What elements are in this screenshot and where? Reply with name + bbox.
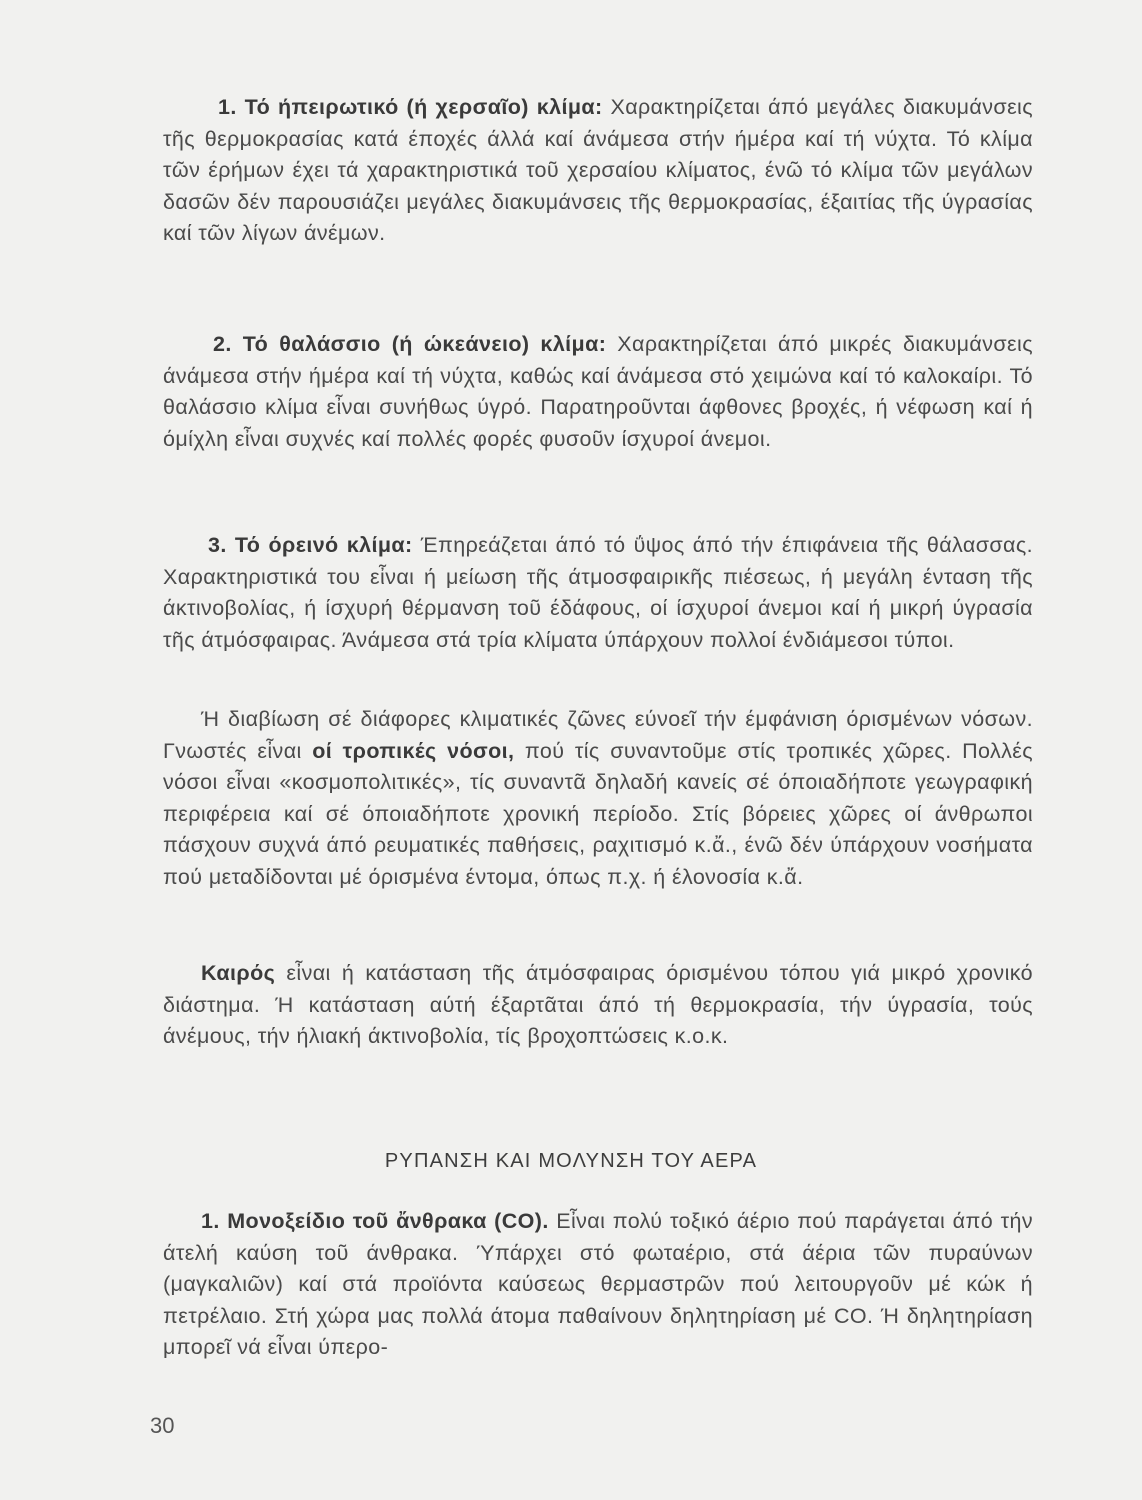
oceanic-climate-text: Χαρακτηρίζεται άπό μικρές διακυμάνσεις άνάμεσα στήν ήμέρα καί τή νύχτα, καθώς καί άνάμεσα στό χειμώνα καί τό καλοκαίρι. Τό θαλάσσιο κλίμα εἶναι συνήθως ύγρό. Παρατηροῦνται άφθονες βροχές, ή νέφωση καί ή όμίχλη εἶναι συχνές καί πολλές φορές φυσοῦν ίσχυροί άνεμοι. (163, 332, 1033, 451)
carbon-monoxide-text: Εἶναι πολύ τοξικό άέριο πού παράγεται άπό τήν άτελή καύση τοῦ άνθρακα. Ύπάρχει στό φωταέριο, στά άέρια τῶν πυραύνων (μαγκαλιῶν) καί στά προϊόντα καύσεως θερμαστρῶν πού λειτουργοῦν μέ κώκ ή πετρέλαιο. Στή χώρα μας πολλά άτομα παθαίνουν δηλητηρίαση μέ CO. Ή δηλητηρίαση μπορεῖ νά εἶναι ύπερο- (163, 1209, 1033, 1359)
page-number: 30 (150, 1413, 175, 1438)
oceanic-climate-term: 2. Τό θαλάσσιο (ή ώκεάνειο) κλίμα: (213, 332, 607, 356)
paragraph-mountain-climate (163, 530, 1033, 656)
continental-climate-term: 1. Τό ήπειρωτικό (ή χερσαῖο) κλίμα: (218, 95, 603, 119)
continental-climate-text: Χαρακτηρίζεται άπό μεγάλες διακυμάνσεις τῆς θερμοκρασίας κατά έποχές άλλά καί άνάμεσα στήν ήμέρα καί τή νύχτα. Τό κλίμα τῶν έρήμων έχει τά χαρακτηριστικά τοῦ χερσαίου κλίματος, ένῶ τό κλίμα τῶν μεγάλων δασῶν δέν παρουσιάζει μεγάλες διακυμάνσεις τῆς θερμοκρασίας, έξαιτίας τῆς ύγρασίας καί τῶν λίγων άνέμων. (163, 95, 1033, 245)
diseases-text-a: Ή διαβίωση σέ διάφορες κλιματικές ζῶνες εύνοεῖ τήν έμφάνιση όρισμένων νόσων. Γνωστές εἶναι (163, 707, 1033, 763)
paragraph-carbon-monoxide (163, 1206, 1033, 1364)
weather-text: εἶναι ή κατάσταση τῆς άτμόσφαιρας όρισμένου τόπου γιά μικρό χρονικό διάστημα. Ή κατάσταση αύτή έξαρτᾶται άπό τή θερμοκρασία, τήν ύγρασία, τούς άνέμους, τήν ήλιακή άκτινοβολία, τίς βροχοπτώσεις κ.ο.κ. (163, 961, 1033, 1048)
mountain-climate-term: 3. Τό όρεινό κλίμα: (208, 533, 413, 557)
carbon-monoxide-term: 1. Μονοξείδιο τοῦ ἄνθρακα (CO). (201, 1209, 549, 1233)
paragraph-oceanic-climate (163, 329, 1033, 455)
paragraph-weather (163, 958, 1033, 1053)
diseases-text-b: πού τίς συναντοῦμε στίς τροπικές χῶρες. Πολλές νόσοι εἶναι «κοσμοπολιτικές», τίς συναντᾶ δηλαδή κανείς σέ όποιαδήποτε γεωγραφική περιφέρεια καί σέ όποιαδήποτε χρονική περίοδο. Στίς βόρειες χῶρες οί άνθρωποι πάσχουν συχνά άπό ρευματικές παθήσεις, ραχιτισμό κ.ἄ., ένῶ δέν ύπάρχουν νοσήματα πού μεταδίδονται μέ όρισμένα έντομα, όπως π.χ. ή έλονοσία κ.ἄ. (163, 738, 1034, 889)
tropical-diseases-term: οί τροπικές νόσοι, (312, 738, 515, 763)
paragraph-continental-climate (163, 92, 1033, 250)
mountain-climate-text: Έπηρεάζεται άπό τό ΰψος άπό τήν έπιφάνεια τῆς θάλασσας. Χαρακτηριστικά του εἶναι ή μείωση τῆς άτμοσφαιρικῆς πιέσεως, ή μεγάλη ένταση τῆς άκτινοβολίας, ή ίσχυρή θέρμανση τοῦ έδάφους, οί ίσχυροί άνεμοι καί ή μικρή ύγρασία τῆς άτμόσφαιρας. Άνάμεσα στά τρία κλίματα ύπάρχουν πολλοί ένδιάμεσοι τύποι. (163, 533, 1033, 652)
section-heading: ΡΥΠΑΝΣΗ ΚΑΙ ΜΟΛΥΝΣΗ ΤΟΥ ΑΕΡΑ (384, 1150, 758, 1172)
paragraph-diseases (163, 704, 1033, 893)
weather-term: Καιρός (201, 961, 276, 985)
